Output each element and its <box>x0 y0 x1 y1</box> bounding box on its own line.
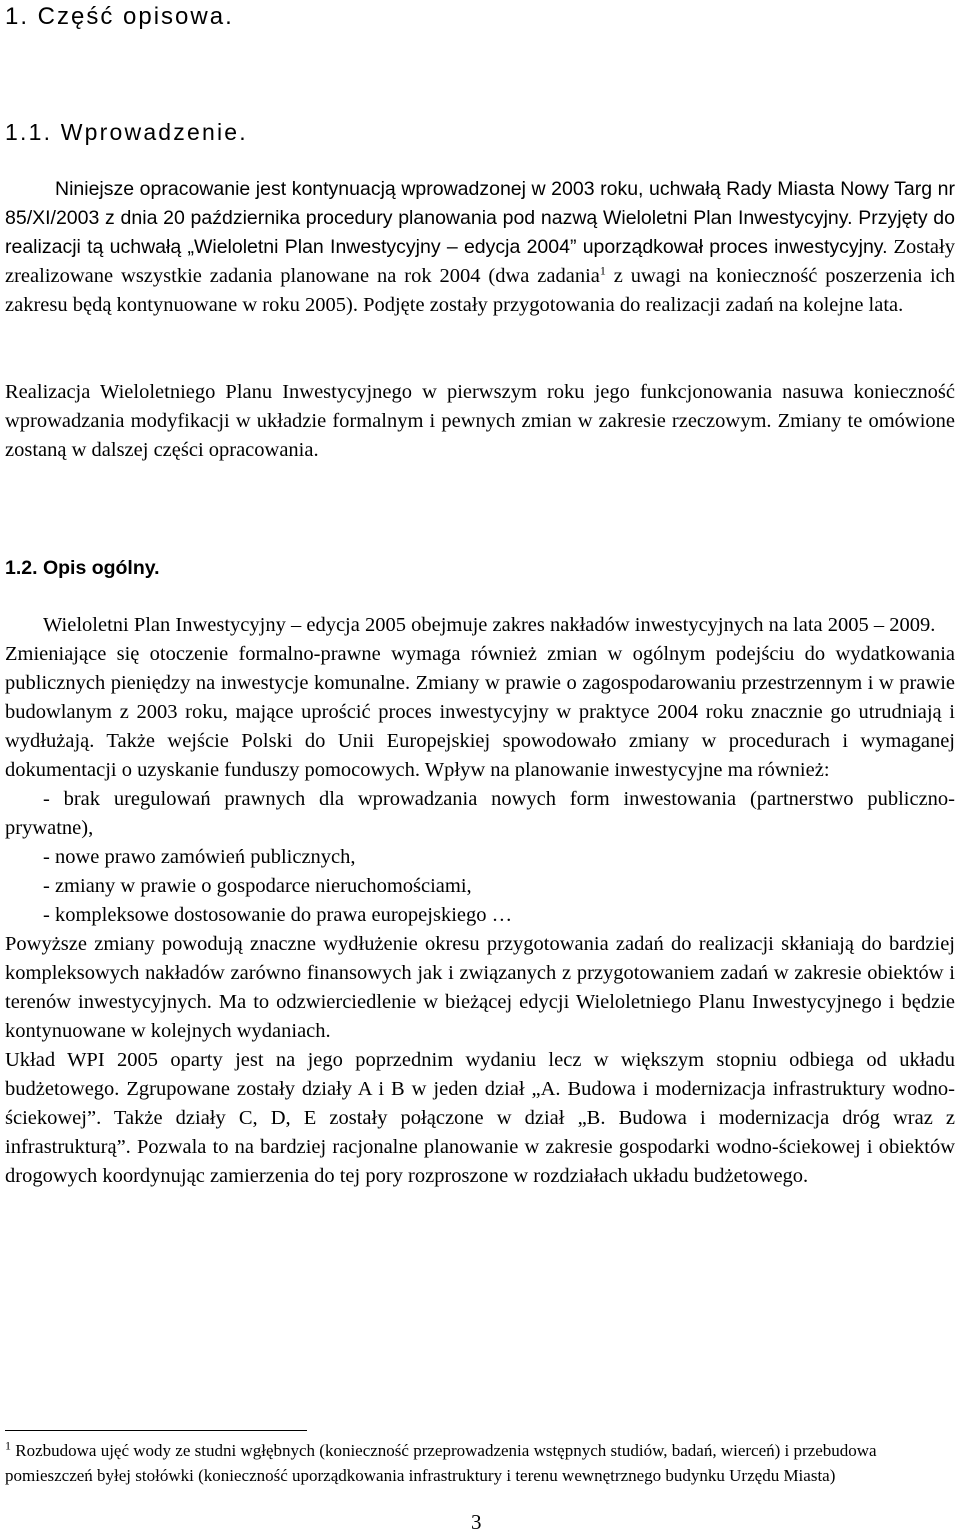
intro-paragraph-1 <box>5 175 955 320</box>
section-heading-1-1: 1.1. Wprowadzenie. <box>5 119 248 145</box>
footnote-separator <box>5 1430 307 1431</box>
general-paragraph-2: Zmieniające się otoczenie formalno-prawne wymaga również zmian w ogólnym podejściu do wydatkowania publicznych pieniędzy na inwestycje komunalne. Zmiany w prawie o zagospodarowaniu przestrzennym i w prawie budowlanym z 2003 roku, mające uprościć proces inwestycyjny w praktyce 2004 roku znacznie go utrudniają i wydłużają. Także wejście Polski do Unii Europejskiej spowodowało zmiany w procedurach i wymaganej dokumentacji o uzyskanie funduszy pomocowych. Wpływ na planowanie inwestycyjne ma również: <box>5 643 955 781</box>
footnote-text: Rozbudowa ujęć wody ze studni wgłębnych (konieczność przeprowadzenia wstępnych studiów, badań, wierceń) i przebudowa pomieszczeń byłej stołówki (konieczność uporządkowania infrastruktury i terenu wewnętrznego budynku Urzędu Miasta) <box>5 1441 877 1485</box>
list-item: - brak uregulowań prawnych dla wprowadzania nowych form inwestowania (partnerstwo publiczno-prywatne), <box>5 788 955 839</box>
footnote-reference[interactable]: 1 <box>599 263 606 278</box>
footnote <box>5 1438 945 1488</box>
general-paragraph-1: Wieloletni Plan Inwestycyjny – edycja 2005 obejmuje zakres nakładów inwestycyjnych na lata 2005 – 2009. <box>43 614 936 636</box>
intro-text-3: z uwagi na konieczność poszerzenia ich zakresu będą kontynuowane w roku 2005). Podjęte zostały przygotowania do realizacji zadań na kolejne lata. <box>5 265 956 316</box>
list-item: - kompleksowe dostosowanie do prawa europejskiego … <box>43 904 513 926</box>
list-item: - nowe prawo zamówień publicznych, <box>43 846 356 868</box>
section-heading-1: 1. Część opisowa. <box>5 3 234 30</box>
general-paragraph-3: Powyższe zmiany powodują znaczne wydłużenie okresu przygotowania zadań do realizacji skłaniają do bardziej kompleksowych nakładów zarówno finansowych jak i związanych z przygotowaniem zadań w zakresie obiektów i terenów inwestycyjnych. Ma to odzwierciedlenie w bieżącej edycji Wieloletniego Planu Inwestycyjnego i będzie kontynuowane w kolejnych wydaniach. <box>5 933 955 1042</box>
list-item: - zmiany w prawie o gospodarce nieruchomościami, <box>43 875 472 897</box>
footnote-mark: 1 <box>5 1438 11 1453</box>
intro-text-1: Niniejsze opracowanie jest kontynuacją wprowadzonej w 2003 roku, uchwałą Rady Miasta Nowy Targ nr 85/XI/2003 z dnia 20 października procedury planowania pod nazwą Wieloletni Plan Inwestycyjny. Przyjęty do realizacji tą uchwałą „Wieloletni Plan Inwestycyjny – edycja 2004” uporządkował proces inwestycyjny. <box>5 178 955 258</box>
general-paragraph-4: Układ WPI 2005 oparty jest na jego poprzednim wydaniu lecz w większym stopniu odbiega od układu budżetowego. Zgrupowane zostały działy A i B w jeden dział „A. Budowa i modernizacja infrastruktury wodno-ściekowej”. Także działy C, D, E zostały połączone w dział „B. Budowa i modernizacja dróg wraz z infrastrukturą”. Pozwala to na bardziej racjonalne planowanie w zakresie gospodarki wodno-ściekowej i obiektów drogowych koordynując zamierzenia do tej pory rozproszone w rozdziałach układu budżetowego. <box>5 1049 955 1187</box>
intro-paragraph-2: Realizacja Wieloletniego Planu Inwestycyjnego w pierwszym roku jego funkcjonowania nasuwa konieczność wprowadzania modyfikacji w układzie formalnym i pewnych zmian w zakresie rzeczowym. Zmiany te omówione zostaną w dalszej części opracowania. <box>5 381 955 461</box>
page-number: 3 <box>471 1510 482 1534</box>
general-section-body <box>5 611 955 1191</box>
section-heading-1-2: 1.2. Opis ogólny. <box>5 557 160 579</box>
intro-text-2: Zostały zrealizowane wszystkie zadania planowane na rok 2004 (dwa zadania <box>5 236 955 287</box>
